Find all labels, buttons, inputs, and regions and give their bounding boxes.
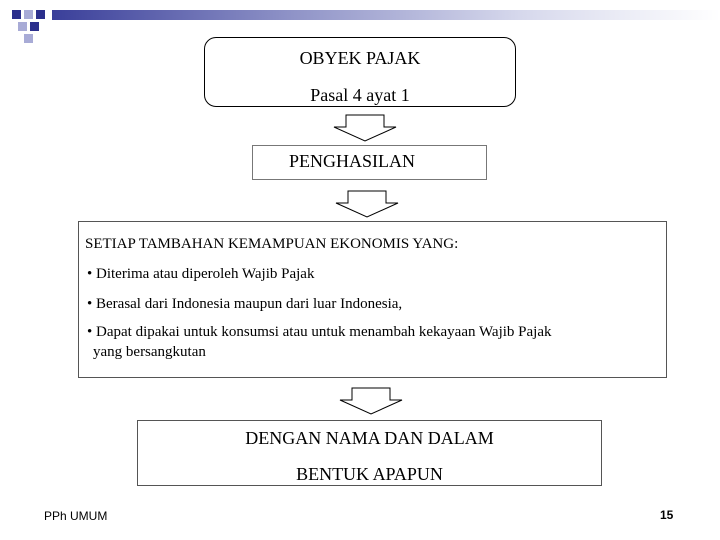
definisi-heading: SETIAP TAMBAHAN KEMAMPUAN EKONOMIS YANG: [85, 236, 459, 252]
bentuk-box [137, 420, 602, 486]
penghasilan-label: PENGHASILAN [289, 151, 415, 171]
definisi-box [78, 221, 667, 378]
page-number: 15 [660, 508, 674, 522]
decor-square [30, 22, 39, 31]
objek-pajak-subtitle: Pasal 4 ayat 1 [310, 85, 410, 105]
decor-square [24, 10, 33, 19]
objek-pajak-title: OBYEK PAJAK [299, 48, 421, 68]
decor-square [36, 10, 45, 19]
definisi-item-continuation: yang bersangkutan [93, 344, 206, 360]
footer-label: PPh UMUM [44, 509, 108, 523]
definisi-item: • Diterima atau diperoleh Wajib Pajak [87, 266, 315, 282]
down-arrow-icon [332, 114, 398, 142]
down-arrow-icon [338, 387, 404, 415]
decor-square [24, 34, 33, 43]
definisi-item: • Berasal dari Indonesia maupun dari luar Indonesia, [87, 296, 403, 312]
decor-square [18, 22, 27, 31]
bentuk-line-1: DENGAN NAMA DAN DALAM [245, 428, 494, 448]
decor-square [12, 10, 21, 19]
bentuk-line-2: BENTUK APAPUN [296, 464, 443, 484]
header-gradient-band [52, 10, 720, 20]
down-arrow-icon [334, 190, 400, 218]
definisi-item: • Dapat dipakai untuk konsumsi atau untuk menambah kekayaan Wajib Pajak [87, 324, 552, 340]
objek-pajak-box [204, 37, 516, 107]
penghasilan-box [252, 145, 487, 180]
